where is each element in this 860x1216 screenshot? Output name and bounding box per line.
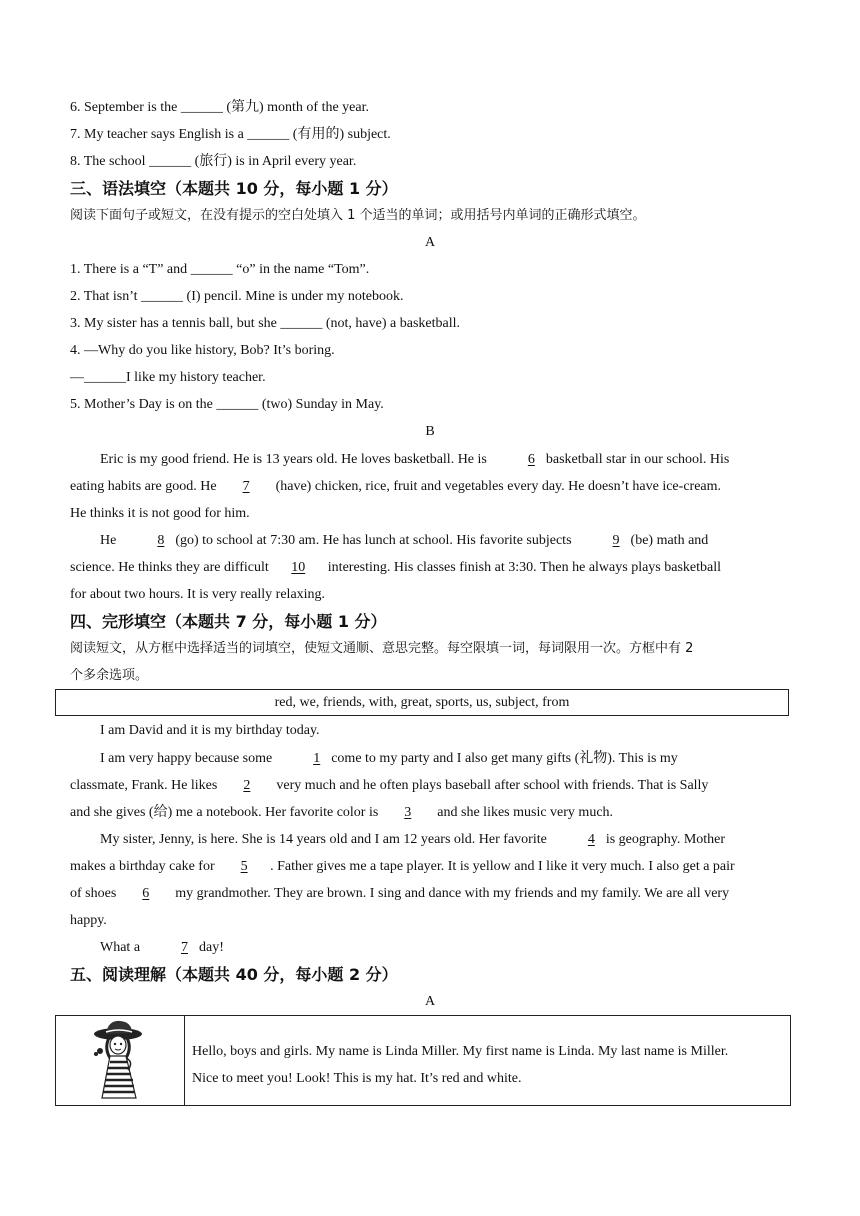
fill-item-7: 7. My teacher says English is a ______ (有用的) subject.: [70, 127, 391, 142]
answer-blank: 1: [313, 751, 321, 766]
answer-blank: ______: [149, 154, 192, 169]
grammar-item-4-answer: —______I like my history teacher.: [70, 370, 266, 385]
answer-blank: 3: [404, 805, 412, 820]
grammar-item-2: 2. That isn’t ______ (I) pencil. Mine is under my notebook.: [70, 289, 404, 304]
answer-blank: 6: [142, 886, 150, 901]
answer-blank: 5: [240, 859, 248, 874]
section-5-title: 五、阅读理解（本题共 40 分，每小题 2 分）: [70, 965, 398, 984]
passage-b-line: Eric is my good friend. He is 13 years old. He loves basketball. He is 6 basketball star in our school. His: [70, 450, 790, 470]
cloze-line: and she gives (给) me a notebook. Her favorite color is 3 and she likes music very much.: [70, 803, 790, 823]
grammar-item-5: 5. Mother’s Day is on the ______ (two) Sunday in May.: [70, 397, 384, 412]
cloze-line: My sister, Jenny, is here. She is 14 years old and I am 12 years old. Her favorite 4 is geography. Mother: [70, 830, 790, 850]
answer-blank: 10: [291, 560, 306, 575]
fill-item-6: 6. September is the ______ (第九) month of the year.: [70, 100, 369, 115]
answer-blank: 9: [612, 533, 620, 548]
part-b-label: B: [425, 424, 435, 439]
section-4-instruction-cont: 个多余选项。: [70, 668, 149, 683]
answer-blank: 6: [527, 452, 535, 467]
reading-a-label: A: [424, 994, 436, 1009]
answer-blank: 8: [157, 533, 165, 548]
answer-blank: 4: [587, 832, 595, 847]
cloze-line: What a 7 day!: [70, 938, 790, 958]
passage-b-line: eating habits are good. He 7 (have) chicken, rice, fruit and vegetables every day. He doesn’t have ice-cream.: [70, 477, 790, 497]
grammar-item-3: 3. My sister has a tennis ball, but she ______ (not, have) a basketball.: [70, 316, 460, 331]
cloze-line: makes a birthday cake for 5 . Father gives me a tape player. It is yellow and I like it very much. I also get a pair: [70, 857, 790, 877]
card-line: Nice to meet you! Look! This is my hat. It’s red and white.: [192, 1071, 522, 1086]
cloze-line: I am very happy because some 1 come to my party and I also get many gifts (礼物). This is my: [70, 749, 790, 769]
passage-b-line: science. He thinks they are difficult 10 interesting. His classes finish at 3:30. Then he always plays basketball: [70, 558, 790, 578]
answer-blank: 7: [181, 940, 189, 955]
answer-blank: ______: [180, 100, 223, 115]
answer-blank: 2: [243, 778, 251, 793]
answer-blank: ______: [247, 127, 290, 142]
fill-item-8: 8. The school ______ (旅行) is in April every year.: [70, 154, 357, 169]
grammar-item-1: 1. There is a “T” and ______ “o” in the name “Tom”.: [70, 262, 370, 277]
cloze-line: I am David and it is my birthday today.: [100, 723, 320, 738]
girl-with-hat-icon: [88, 1018, 152, 1102]
cloze-line: of shoes 6 my grandmother. They are brown. I sing and dance with my friends and my family. We are all very: [70, 884, 790, 904]
passage-b-line: He 8 (go) to school at 7:30 am. He has lunch at school. His favorite subjects 9 (be) math and: [70, 531, 790, 551]
section-4-instruction: 阅读短文，从方框中选择适当的词填空，使短文通顺、意思完整。每空限填一词，每词限用一次。方框中有 2: [70, 641, 694, 656]
cloze-line: classmate, Frank. He likes 2 very much and he often plays baseball after school with friends. That is Sally: [70, 776, 790, 796]
part-a-label: A: [424, 235, 436, 250]
answer-blank: 7: [242, 479, 250, 494]
card-image-cell: [56, 1016, 185, 1105]
passage-b-line: He thinks it is not good for him.: [70, 506, 250, 521]
section-4-title: 四、完形填空（本题共 7 分，每小题 1 分）: [70, 612, 387, 631]
section-3-title: 三、语法填空（本题共 10 分，每小题 1 分）: [70, 179, 398, 198]
grammar-item-4-question: 4. —Why do you like history, Bob? It’s boring.: [70, 343, 335, 358]
cloze-line: happy.: [70, 913, 107, 928]
reading-a-card: [55, 1015, 791, 1106]
card-text: [192, 1038, 784, 1092]
passage-b-line: for about two hours. It is very really relaxing.: [70, 587, 326, 602]
word-bank-box: red, we, friends, with, great, sports, us, subject, from: [55, 689, 789, 716]
card-line: Hello, boys and girls. My name is Linda Miller. My first name is Linda. My last name is Miller.: [192, 1044, 729, 1059]
section-3-instruction: 阅读下面句子或短文，在没有提示的空白处填入 1 个适当的单词；或用括号内单词的正确形式填空。: [70, 208, 646, 223]
